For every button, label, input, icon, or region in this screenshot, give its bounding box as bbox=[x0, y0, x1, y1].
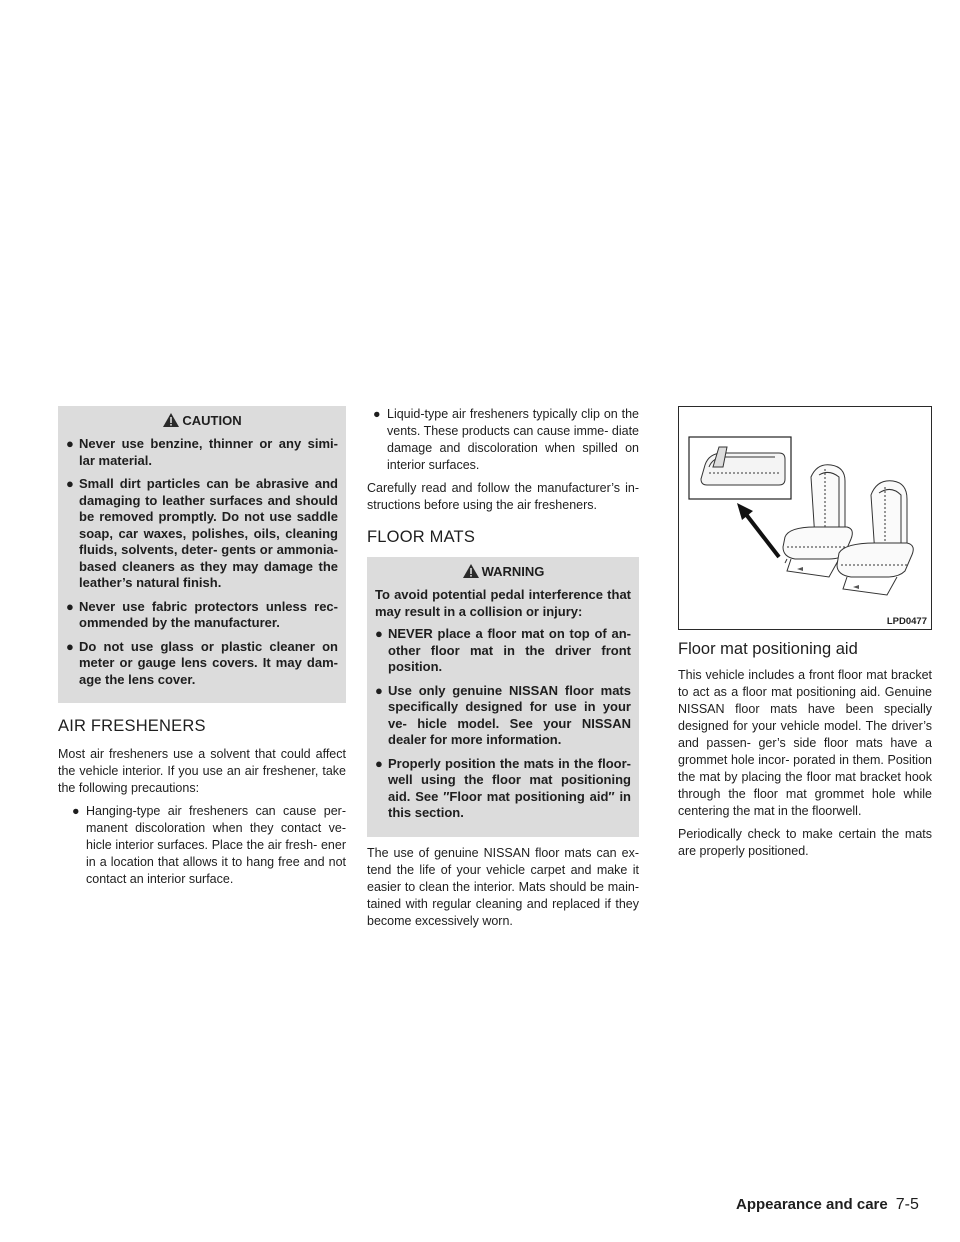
caution-item: ● Do not use glass or plastic cleaner on meter or gauge lens covers. It may dam- age the lens cover. bbox=[66, 638, 338, 687]
caution-triangle-icon bbox=[162, 412, 180, 428]
bullet-icon: ● bbox=[66, 598, 74, 614]
air-fresheners-outro: Carefully read and follow the manufacturer’s in- structions before using the air fresheners. bbox=[367, 481, 639, 512]
caution-item: ● Never use benzine, thinner or any simi- lar material. bbox=[66, 436, 338, 468]
air-fresheners-heading: AIR FRESHENERS bbox=[58, 717, 206, 735]
floor-mats-body: The use of genuine NISSAN floor mats can ex- tend the life of your vehicle carpet and make it easier to clean the interior. Mats should be main- tained with regular cleaning and replaced if they become excessively worn. bbox=[367, 845, 639, 928]
positioning-aid-heading: Floor mat positioning aid bbox=[678, 640, 858, 658]
caution-title-text: CAUTION bbox=[182, 412, 242, 428]
column-middle bbox=[367, 406, 639, 936]
caution-item: ● Small dirt particles can be abrasive and damaging to leather surfaces and should be removed promptly. Do not use saddle soap, car waxes, polishes, oils, cleaning fluids, solvents, deter- gents or ammonia-based cleaners as they may damage the leather’s natural finish. bbox=[66, 476, 338, 590]
caution-title bbox=[66, 410, 338, 430]
bullet-icon: ● bbox=[373, 407, 381, 421]
warning-item: ● NEVER place a floor mat on top of an- other floor mat in the driver front position. bbox=[375, 626, 631, 674]
caution-item: ● Never use fabric protectors unless rec- ommended by the manufacturer. bbox=[66, 598, 338, 630]
air-freshener-item: ● Hanging-type air fresheners can cause per- manent discoloration when they contact ve- hicle interior surfaces. Place the air fresh- ener in a location that allows it to hang free and not contact an interior surface. bbox=[72, 804, 346, 886]
warning-box bbox=[367, 557, 639, 837]
warning-title-text: WARNING bbox=[481, 563, 545, 579]
positioning-aid-paragraph-1: This vehicle includes a front floor mat bracket to act as a floor mat positioning aid. Genuine NISSAN floor mats have been specially designed for your vehicle model. The driver’s and passen- ger’s side floor mats have a grommet hole incor- porated in them. Position the mat by placing the floor mat bracket hook through the floor mat grommet hole while centering the mat in the floorwell. bbox=[678, 668, 932, 818]
bullet-icon: ● bbox=[66, 436, 74, 451]
seats-illustration bbox=[679, 407, 931, 629]
bullet-icon: ● bbox=[375, 626, 383, 641]
page-number: 7-5 bbox=[895, 1196, 919, 1213]
warning-item: ● Use only genuine NISSAN floor mats specifically designed for use in your ve- hicle model. See your NISSAN dealer for more information. bbox=[375, 682, 631, 747]
warning-item: ● Properly position the mats in the floor- well using the floor mat positioning aid. See ″Floor mat positioning aid″ in this section. bbox=[375, 755, 631, 820]
positioning-aid-paragraph-2: Periodically check to make certain the mats are properly positioned. bbox=[678, 827, 932, 858]
figure-code: LPD0477 bbox=[886, 616, 927, 627]
bullet-icon: ● bbox=[375, 682, 383, 698]
bullet-icon: ● bbox=[375, 755, 383, 771]
air-freshener-item: ● Liquid-type air fresheners typically clip on the vents. These products can cause imme- diate damage and discoloration when spilled on interior surfaces. bbox=[373, 407, 639, 472]
column-right bbox=[678, 406, 932, 866]
bullet-icon: ● bbox=[66, 476, 74, 491]
floor-mats-heading: FLOOR MATS bbox=[367, 528, 476, 546]
page-footer bbox=[736, 1196, 919, 1214]
warning-title bbox=[375, 561, 631, 581]
bullet-icon: ● bbox=[72, 804, 80, 818]
footer-section: Appearance and care bbox=[736, 1196, 888, 1213]
floor-mat-figure bbox=[678, 406, 932, 630]
column-left bbox=[58, 406, 346, 894]
caution-box bbox=[58, 406, 346, 703]
bullet-icon: ● bbox=[66, 638, 74, 654]
warning-intro: To avoid potential pedal interference that may result in a collision or injury: bbox=[375, 587, 631, 619]
warning-triangle-icon bbox=[462, 563, 480, 579]
air-fresheners-intro: Most air fresheners use a solvent that could affect the vehicle interior. If you use an air freshener, take the following precautions: bbox=[58, 747, 346, 795]
